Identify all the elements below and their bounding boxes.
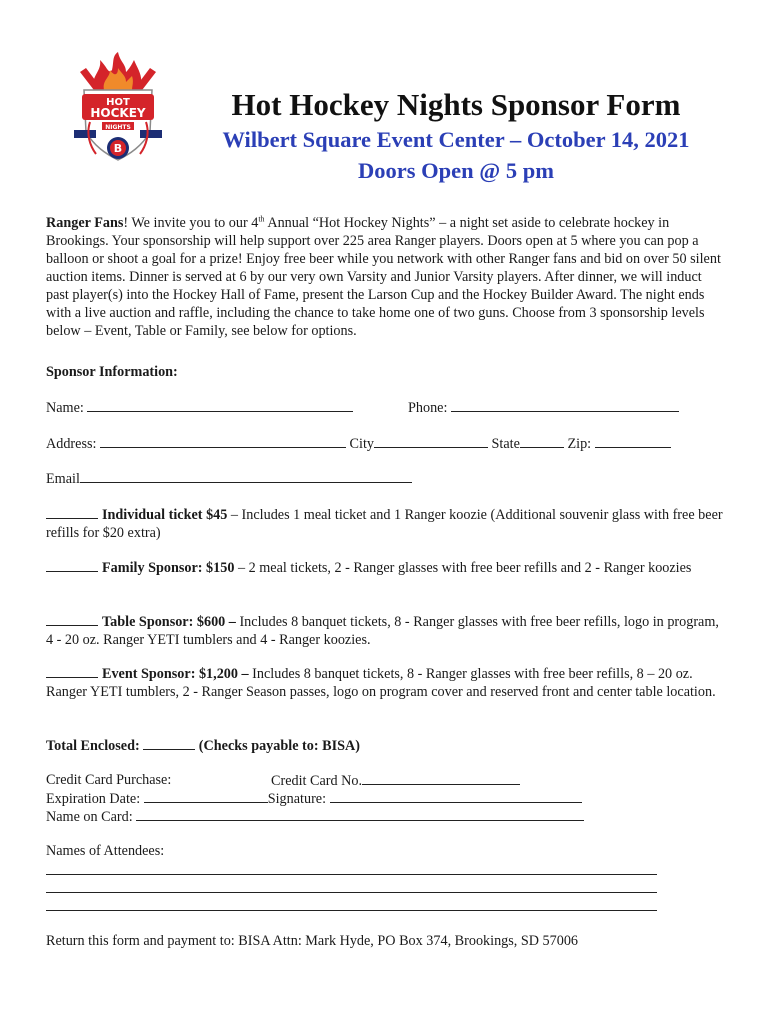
name-field[interactable] xyxy=(87,398,353,412)
address-row xyxy=(46,434,671,453)
total-enclosed-field[interactable] xyxy=(143,736,195,750)
total-enclosed-row xyxy=(46,736,360,755)
level-family-blank[interactable] xyxy=(46,558,98,572)
email-label: Email xyxy=(46,471,80,487)
email-row xyxy=(46,469,412,488)
expiration-signature-row xyxy=(46,789,582,808)
logo-line2: HOCKEY xyxy=(90,106,146,120)
state-label: State xyxy=(491,436,520,452)
hot-hockey-nights-logo xyxy=(72,50,164,172)
svg-text:B: B xyxy=(113,142,123,155)
level-table-name: Table Sponsor: $600 – xyxy=(102,614,236,630)
address-label: Address: xyxy=(46,436,100,452)
email-field[interactable] xyxy=(80,469,412,483)
logo-line1: HOT xyxy=(106,97,130,108)
level-family xyxy=(46,558,728,577)
total-enclosed-note: (Checks payable to: BISA) xyxy=(195,738,360,754)
doors-open-time: Doors Open @ 5 pm xyxy=(358,158,554,183)
name-on-card-field[interactable] xyxy=(136,807,584,821)
intro-before-sup: ! We invite you to our 4 xyxy=(123,215,259,231)
city-field[interactable] xyxy=(374,434,488,448)
intro-sup: th xyxy=(258,214,265,224)
expiration-field[interactable] xyxy=(144,789,268,803)
logo-line3: NIGHTS xyxy=(105,124,131,131)
phone-row xyxy=(408,398,679,417)
level-table-blank[interactable] xyxy=(46,612,98,626)
level-family-name: Family Sponsor: $150 xyxy=(102,560,235,576)
name-on-card-row xyxy=(46,807,584,826)
intro-body: Annual “Hot Hockey Nights” – a night set aside to celebrate hockey in Brookings. Your sponsorship will help support over 225 area Ranger players. Doors open at 5 where you can pop a balloon or shoot a goal for a prize! Enjoy free beer while you network with other Ranger fans and bid on over 50 silent auction items. Dinner is served at 6 by our very own Varsity and Junior Varsity players. After dinner, we will induct past player(s) into the Hockey Hall of Fame, present the Larson Cup and the Hockey Builder Award. The night ends with a live auction and raffle, including the chance to take home one of two guns. Choose from 3 sponsorship levels below – Event, Table or Family, see below for options. xyxy=(46,215,721,339)
credit-card-number-label: Credit Card No. xyxy=(271,773,363,789)
credit-card-number-row xyxy=(271,771,520,790)
level-event xyxy=(46,664,728,701)
return-instructions: Return this form and payment to: BISA Attn: Mark Hyde, PO Box 374, Brookings, SD 57006 xyxy=(46,933,579,949)
level-table xyxy=(46,612,728,649)
attendees-label: Names of Attendees: xyxy=(46,843,165,859)
address-field[interactable] xyxy=(100,434,346,448)
expiration-label: Expiration Date: xyxy=(46,791,144,807)
form-title: Hot Hockey Nights Sponsor Form xyxy=(231,87,681,122)
zip-label: Zip: xyxy=(567,436,595,452)
zip-field[interactable] xyxy=(595,434,671,448)
attendee-line-1[interactable] xyxy=(46,874,657,875)
level-event-blank[interactable] xyxy=(46,664,98,678)
credit-card-number-field[interactable] xyxy=(362,771,520,785)
level-family-desc: – 2 meal tickets, 2 - Ranger glasses with free beer refills and 2 - Ranger koozies xyxy=(234,560,692,576)
city-label: City xyxy=(349,436,374,452)
level-event-desc: Includes 8 banquet tickets, 8 - Ranger glasses with free beer refills, 8 – 20 oz. Ranger YETI tumblers, 2 - Ranger Season passes, logo on program cover and reserved front and center table location. xyxy=(46,666,716,700)
level-individual-name: Individual ticket $45 xyxy=(102,507,228,523)
phone-field[interactable] xyxy=(451,398,679,412)
name-row xyxy=(46,398,353,417)
sponsor-info-heading: Sponsor Information: xyxy=(46,364,178,380)
signature-label: Signature: xyxy=(267,791,330,807)
level-individual-desc: – Includes 1 meal ticket and 1 Ranger koozie (Additional souvenir glass with free beer refills for $20 extra) xyxy=(46,507,723,541)
name-label: Name: xyxy=(46,400,88,416)
level-individual-blank[interactable] xyxy=(46,505,98,519)
total-enclosed-label: Total Enclosed: xyxy=(46,738,144,754)
name-on-card-label: Name on Card: xyxy=(46,809,137,825)
level-table-desc: Includes 8 banquet tickets, 8 - Ranger glasses with free beer refills, logo in program, 4 - 20 oz. Ranger YETI tumblers and 4 - Ranger koozies. xyxy=(46,614,719,648)
credit-card-purchase-label: Credit Card Purchase: xyxy=(46,772,172,788)
attendee-line-2[interactable] xyxy=(46,892,657,893)
intro-lead: Ranger Fans xyxy=(46,215,124,231)
signature-field[interactable] xyxy=(330,789,582,803)
state-field[interactable] xyxy=(520,434,564,448)
phone-label: Phone: xyxy=(408,400,451,416)
intro-paragraph xyxy=(46,214,728,340)
event-location-date: Wilbert Square Event Center – October 14, 2021 xyxy=(222,127,690,152)
level-event-name: Event Sponsor: $1,200 – xyxy=(102,666,249,682)
attendee-line-3[interactable] xyxy=(46,910,657,911)
level-individual xyxy=(46,505,728,542)
